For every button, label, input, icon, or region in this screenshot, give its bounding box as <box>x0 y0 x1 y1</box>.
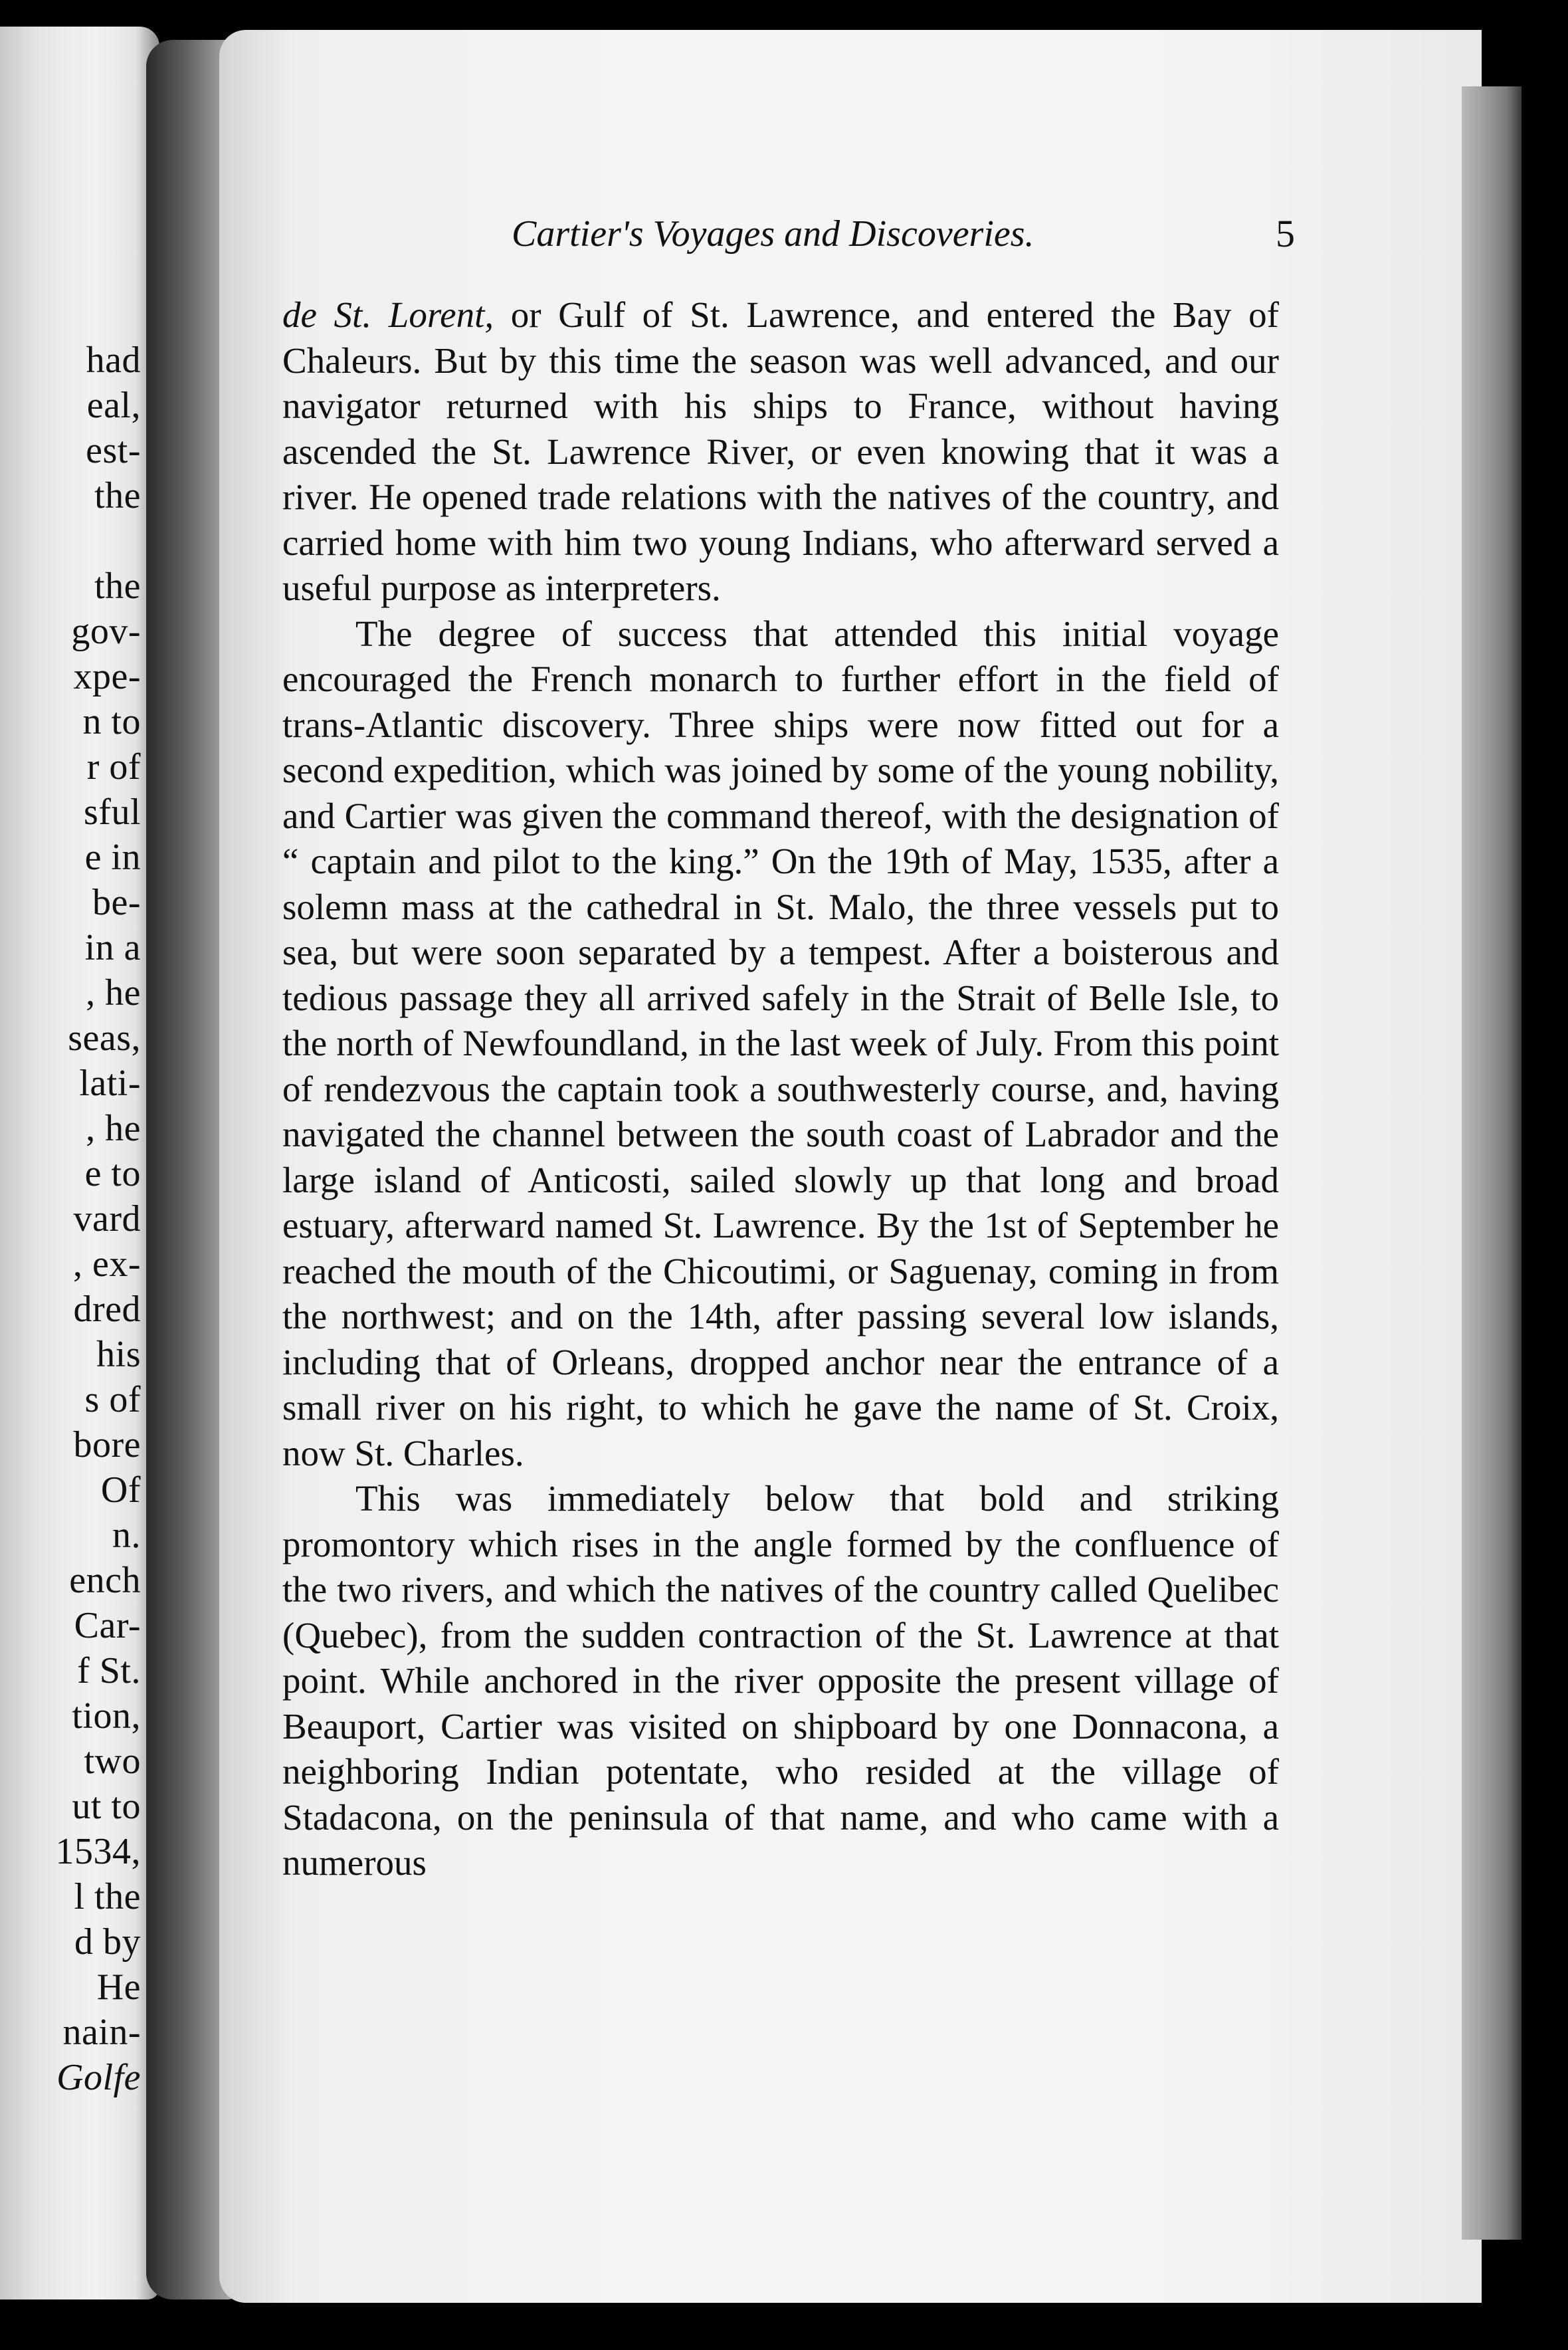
page-number: 5 <box>1276 212 1295 255</box>
left-page-fragment: had <box>86 340 141 381</box>
left-page-fragment: He <box>96 1967 141 2008</box>
left-page-fragment: , he <box>86 972 141 1014</box>
left-page-fragment: in a <box>84 927 141 968</box>
left-page-fragment: lati- <box>79 1063 141 1104</box>
left-page-fragment: 1534, <box>55 1831 141 1872</box>
left-page-fragment: , he <box>86 1108 141 1149</box>
left-page-fragment: tion, <box>72 1695 141 1737</box>
left-page-fragment: d by <box>74 1921 141 1963</box>
left-page-fragment: r of <box>86 746 141 788</box>
body-text <box>282 292 1279 1886</box>
left-page-fragment: vard <box>73 1198 141 1239</box>
left-page-fragment: ut to <box>72 1786 141 1827</box>
left-page-fragment: e to <box>84 1153 141 1194</box>
left-facing-page <box>0 27 159 2299</box>
paragraph-2: The degree of success that attended this initial voyage encouraged the French monarch to further effort in the field of trans-Atlantic discovery. Three ships were now fitted out for a second expedition, which was joined by some of the young nobility, and Cartier was given the command thereof, with the designation of “ captain and pilot to the king.” On the 19th of May, 1535, after a solemn mass at the cathedral in St. Malo, the three vessels put to sea, but were soon separated by a tempest. After a boisterous and tedious passage they all arrived safely in the Strait of Belle Isle, to the north of Newfoundland, in the last week of July. From this point of rendezvous the captain took a southwesterly course, and, having navigated the channel between the south coast of Labrador and the large island of Anticosti, sailed slowly up that long and broad estuary, afterward named St. Lawrence. By the 1st of September he reached the mouth of the Chicoutimi, or Saguenay, coming in from the northwest; and on the 14th, after passing several low islands, including that of Orleans, dropped anchor near the entrance of a small river on his right, to which he gave the name of St. Croix, now St. Charles. <box>282 613 1279 1473</box>
left-page-fragment: be- <box>92 882 141 923</box>
left-page-fragment: Of <box>100 1469 141 1511</box>
left-page-fragment: e in <box>84 837 141 878</box>
page-edge <box>1462 86 1521 2240</box>
left-page-fragment: sful <box>84 792 141 833</box>
paragraph-3: This was immediately below that bold and striking promontory which rises in the angle formed by the confluence of the two rivers, and which the natives of the country called Quelibec (Quebec), from the sudden contraction of the St. Lawrence at that point. While anchored in the river opposite the present village of Beauport, Cartier was visited on shipboard by one Donnacona, a neighboring Indian potentate, who resided at the village of Stadacona, on the peninsula of that name, and who came with a numerous <box>282 1478 1279 1883</box>
paragraph-1-italic-lead: de St. Lorent, <box>282 294 494 335</box>
left-page-fragment: eal, <box>86 385 141 426</box>
left-page-fragment: n to <box>82 701 141 742</box>
left-page-fragment: bore <box>73 1424 141 1465</box>
left-page-fragment: nain- <box>62 2012 141 2053</box>
left-page-fragments <box>0 27 159 2299</box>
running-header: Cartier's Voyages and Discoveries. <box>512 213 1034 255</box>
left-page-fragment: dred <box>73 1289 141 1330</box>
left-page-fragment: l the <box>74 1876 141 1917</box>
paragraph-1 <box>282 292 1279 611</box>
left-page-fragment: , ex- <box>72 1243 141 1285</box>
left-page-fragment: the <box>94 566 141 607</box>
left-page-fragment: xpe- <box>73 656 141 697</box>
left-page-fragment: s of <box>84 1379 141 1420</box>
left-page-fragment: seas, <box>68 1017 141 1059</box>
left-page-fragment: n. <box>112 1515 141 1556</box>
left-page-fragment: Car- <box>74 1605 141 1646</box>
left-page-fragment: his <box>96 1334 141 1375</box>
left-page-fragment: the <box>94 475 141 516</box>
left-page-fragment: gov- <box>71 611 141 652</box>
left-page-fragment: Golfe <box>56 2057 141 2098</box>
paragraph-1-text: or Gulf of St. Lawrence, and entered the Bay of Chaleurs. But by this time the season was well advanced, and our navigator returned with his ships to France, without having ascended the St. Lawrence River, or even knowing that it was a river. He opened trade relations with the natives of the country, and carried home with him two young Indians, who afterward served a useful purpose as interpreters. <box>282 294 1279 608</box>
left-page-fragment: two <box>84 1741 141 1782</box>
left-page-fragment: est- <box>86 430 141 471</box>
left-page-fragment: f St. <box>77 1650 141 1691</box>
left-page-fragment: ench <box>69 1560 141 1601</box>
